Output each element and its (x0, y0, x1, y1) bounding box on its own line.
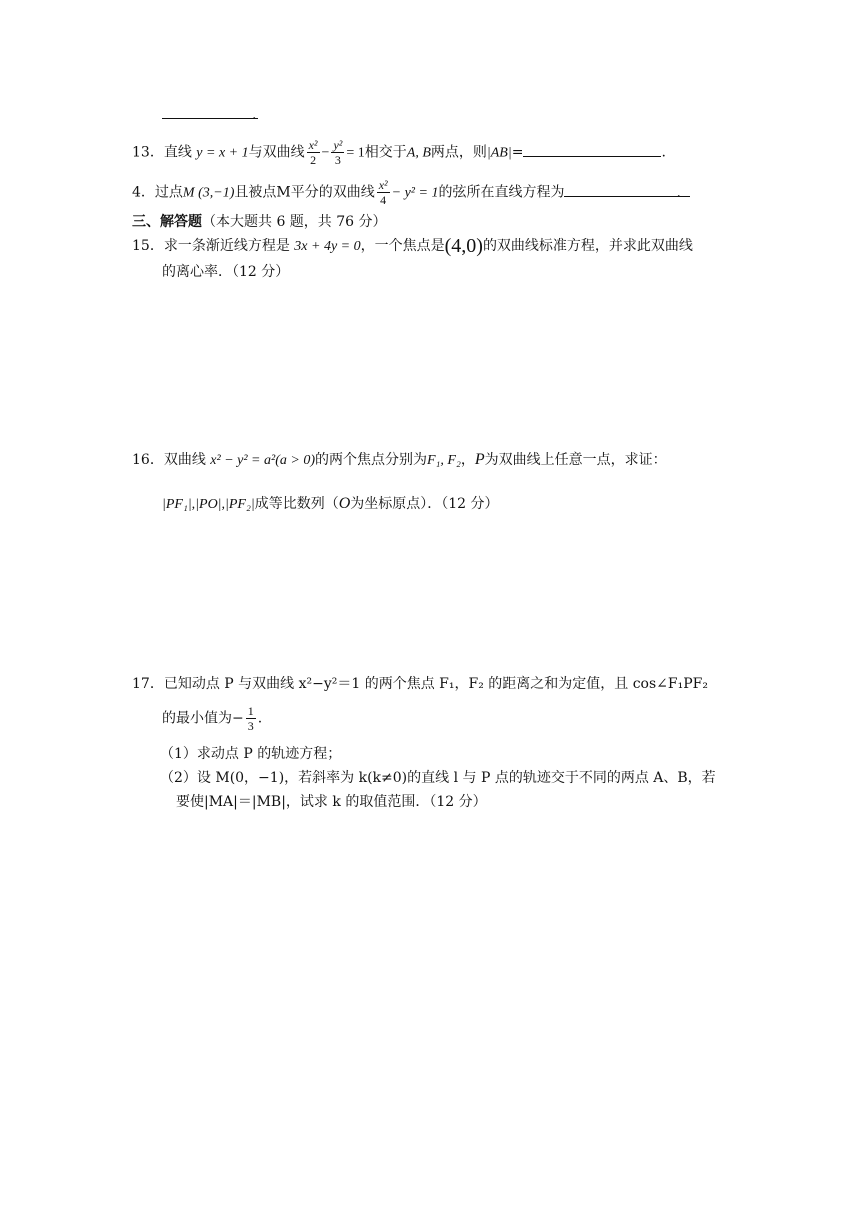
subquestion-2-cont: 要使|MA|＝|MB|，试求 k 的取值范围．（12 分） (176, 794, 487, 810)
question-13: 13．直线 y = x + 1与双曲线 $\frac{\text{x²}}{2}$ − $\frac{\text{y²}}{3}$ = 1相交于A, B两点，则|AB|= . (132, 138, 666, 167)
q14-text: 过点 (154, 184, 183, 201)
line-equation: y = x + 1 (196, 145, 249, 161)
points-label: A, B (406, 145, 431, 161)
question-17-sub2 (160, 768, 716, 788)
question-number: 13． (132, 144, 164, 161)
q17-text: . (257, 710, 263, 727)
equation-tail: − y² = 1 (391, 185, 439, 201)
abs-ab: |AB| (486, 145, 512, 161)
q14-text: 且被点M平分的双曲线 (234, 184, 375, 201)
end-period: . (676, 184, 681, 201)
condition: (a > 0) (275, 453, 315, 468)
point-m: M (3,−1) (182, 185, 235, 201)
equation-tail: = 1 (346, 145, 365, 161)
hyperbola-equation: x² − y² = a² (210, 453, 276, 468)
question-17-sub2-line2 (176, 792, 487, 812)
question-number: 4． (132, 184, 155, 201)
subquestion-2: （2）设 M(0，−1)，若斜率为 k(k≠0)的直线 l 与 P 点的轨迹交于不同的两点 A、B，若 (160, 770, 716, 786)
q17-text: 已知动点 P 与双曲线 x²−y²＝1 的两个焦点 F₁，F₂ 的距离之和为定值，且 cos∠F₁PF₂ (163, 676, 708, 692)
q13-text: 两点，则 (430, 144, 487, 161)
answer-blank (564, 182, 690, 197)
q15-text: 的双曲线标准方程，并求此双曲线 (482, 238, 693, 254)
origin-label: O (338, 495, 351, 512)
question-15 (132, 236, 693, 257)
fraction (331, 138, 344, 167)
fraction-denominator: 3 (334, 153, 341, 167)
equals-sign: = (511, 144, 524, 161)
question-17-sub1 (160, 744, 341, 764)
q13-text: 直线 (163, 144, 192, 161)
q16-text: 成等比数列（ (254, 496, 339, 512)
question-number: 15． (132, 238, 164, 254)
q15-text: 的离心率．（12 分） (162, 264, 290, 280)
fraction (246, 704, 256, 733)
focus-point: (4,0) (444, 235, 483, 257)
question-number: 17． (132, 676, 164, 692)
q16-text: 为双曲线上任意一点，求证： (484, 452, 667, 468)
question-number: 16． (132, 452, 164, 468)
fraction-numerator: 1 (247, 704, 254, 718)
end-period: . (661, 144, 666, 161)
q16-text: 的两个焦点分别为 (314, 452, 427, 468)
q16-text: 为坐标原点）．（12 分） (350, 496, 499, 512)
fraction-denominator: 2 (310, 153, 317, 167)
answer-blank (162, 104, 258, 119)
fraction-denominator: 3 (247, 719, 254, 733)
top-answer-blank (162, 104, 256, 125)
section-title: 三、解答题 (132, 214, 202, 230)
fraction-numerator: x² (308, 138, 318, 152)
q13-text: 相交于 (364, 144, 407, 161)
fraction-denominator: 4 (380, 193, 387, 207)
section-note: （本大题共 6 题，共 76 分） (202, 214, 387, 230)
blank-period: . (252, 107, 257, 123)
answer-blank (523, 142, 661, 157)
point-p: P (474, 451, 485, 468)
subquestion-1: （1）求动点 P 的轨迹方程； (160, 746, 342, 762)
question-16 (132, 450, 667, 471)
q13-text: 与双曲线 (248, 144, 305, 161)
fraction (307, 138, 320, 167)
question-17 (132, 674, 708, 694)
q17-text: 的最小值为− (162, 710, 244, 727)
question-15-line2 (162, 262, 289, 282)
question-14 (132, 178, 681, 207)
question-17-line2 (162, 704, 262, 733)
q15-text: ，一个焦点是 (360, 238, 445, 254)
distance-terms: |PF₁|,|PO|,|PF₂| (162, 497, 255, 512)
q14-text: 的弦所在直线方程为 (438, 184, 565, 201)
section-header (132, 212, 387, 232)
q15-text: 求一条渐近线方程是 (163, 238, 290, 254)
fraction-numerator: y² (333, 138, 343, 152)
fraction-numerator: x² (378, 178, 388, 192)
question-16-line2 (162, 494, 499, 515)
q16-text: 双曲线 (163, 452, 206, 468)
fraction (377, 178, 390, 207)
asymptote-equation: 3x + 4y = 0 (294, 239, 361, 254)
foci-label: F₁, F₂ (426, 453, 461, 468)
q16-text: ， (460, 452, 475, 468)
